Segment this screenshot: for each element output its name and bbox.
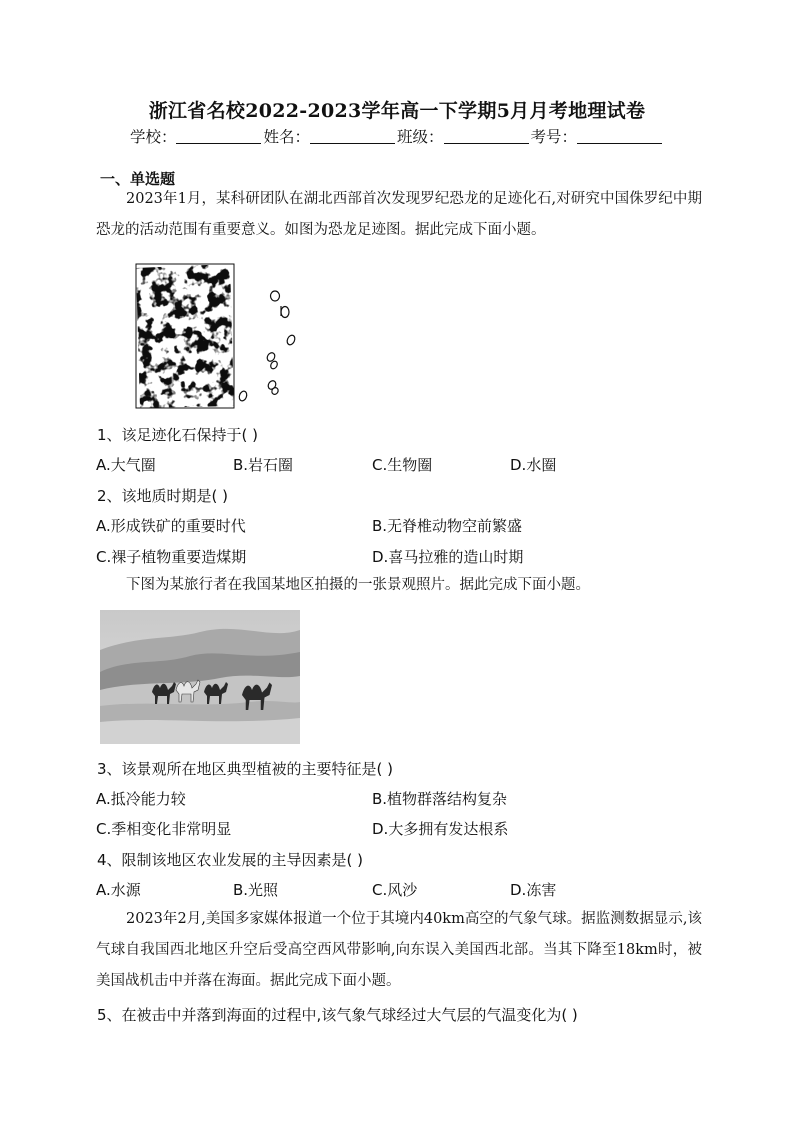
exam-no-label: 考号： xyxy=(530,128,578,146)
q4-option-c[interactable]: C.风沙 xyxy=(372,881,418,899)
name-blank[interactable] xyxy=(310,129,395,144)
footprint-trail xyxy=(238,291,296,402)
q2-option-c[interactable]: C.裸子植物重要造煤期 xyxy=(96,548,247,566)
q3-option-a[interactable]: A.抵冷能力较 xyxy=(96,790,186,808)
passage-landscape: 下图为某旅行者在我国某地区拍摄的一张景观照片。据此完成下面小题。 xyxy=(126,577,590,593)
q1-option-c[interactable]: C.生物圈 xyxy=(372,456,433,474)
q4-option-b[interactable]: B.光照 xyxy=(233,881,279,899)
desert-camel-photo xyxy=(100,610,300,744)
q1-option-b[interactable]: B.岩石圈 xyxy=(233,456,294,474)
question-5-stem: 5、在被击中并落到海面的过程中,该气象气球经过大气层的气温变化为( ) xyxy=(97,1006,578,1024)
school-label: 学校： xyxy=(129,128,177,146)
q3-option-d[interactable]: D.大多拥有发达根系 xyxy=(372,820,509,838)
name-label: 姓名： xyxy=(263,128,310,146)
student-info-line xyxy=(0,125,794,147)
exam-no-blank[interactable] xyxy=(577,129,662,144)
question-2-stem: 2、该地质时期是( ) xyxy=(97,487,229,505)
q1-option-a[interactable]: A.大气圈 xyxy=(96,456,156,474)
footprint xyxy=(238,390,248,402)
q4-option-d[interactable]: D.冻害 xyxy=(510,881,557,899)
q4-option-a[interactable]: A.水源 xyxy=(96,881,141,899)
footprint xyxy=(267,379,278,390)
question-1-stem: 1、该足迹化石保持于( ) xyxy=(97,426,259,444)
q2-option-d[interactable]: D.喜马拉雅的造山时期 xyxy=(372,548,524,566)
q3-option-c[interactable]: C.季相变化非常明显 xyxy=(96,820,232,838)
dinosaur-footprint-figure xyxy=(130,262,300,410)
school-blank[interactable] xyxy=(176,129,261,144)
question-4-stem: 4、限制该地区农业发展的主导因素是( ) xyxy=(97,851,364,869)
passage-weather-balloon: 2023年2月,美国多家媒体报道一个位于其境内40km高空的气象气球。据监测数据显示,该气球自我国西北地区升空后受高空西风带影响,向东误入美国西北部。当其下降至18km时，被美国战机击中并落在海面。据此完成下面小题。 xyxy=(96,911,702,989)
section-title: 一、单选题 xyxy=(100,170,176,188)
question-3-stem: 3、该景观所在地区典型植被的主要特征是( ) xyxy=(97,760,394,778)
q2-option-a[interactable]: A.形成铁矿的重要时代 xyxy=(96,517,246,535)
class-blank[interactable] xyxy=(444,129,529,144)
q3-option-b[interactable]: B.植物群落结构复杂 xyxy=(372,790,508,808)
footprint xyxy=(271,386,280,395)
q2-option-b[interactable]: B.无脊椎动物空前繁盛 xyxy=(372,517,523,535)
class-label: 班级： xyxy=(397,128,444,146)
q1-option-d[interactable]: D.水圈 xyxy=(510,456,557,474)
footprint xyxy=(281,307,289,318)
page-title: 浙江省名校2022-2023学年高一下学期5月月考地理试卷 xyxy=(148,100,646,122)
footprint xyxy=(271,291,280,301)
footprint xyxy=(286,334,297,346)
passage-dinosaur: 2023年1月，某科研团队在湖北西部首次发现罗纪恐龙的足迹化石,对研究中国侏罗纪中期恐龙的活动范围有重要意义。如图为恐龙足迹图。据此完成下面小题。 xyxy=(96,191,702,238)
